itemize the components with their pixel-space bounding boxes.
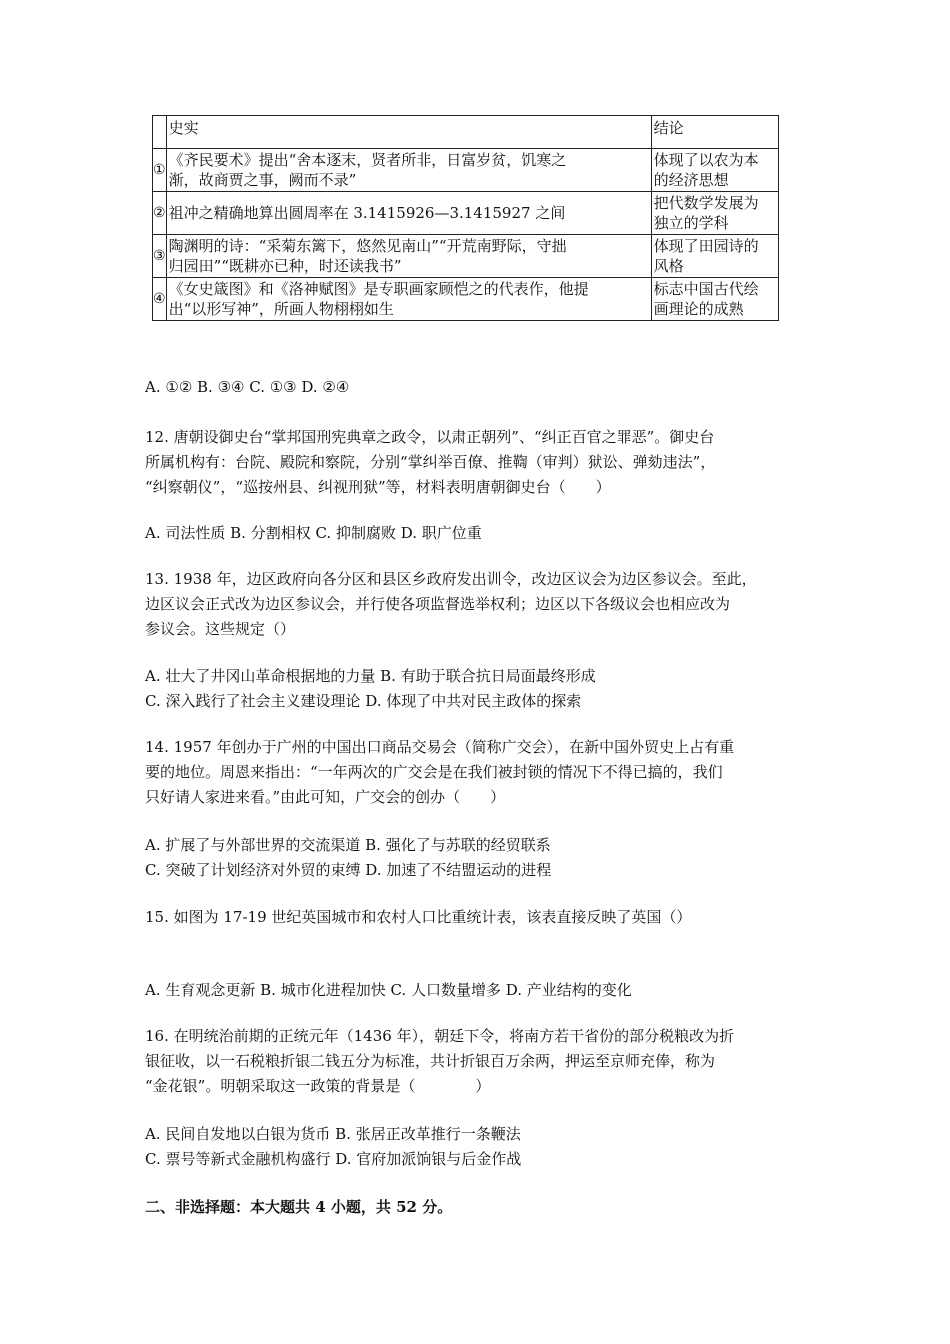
fact-line: 陶渊明的诗：“采菊东篱下，悠然见南山”“开荒南野际，守拙 [168, 237, 567, 255]
q13-text: 13. 1938 年，边区政府向各分区和县区乡政府发出训令，改边区议会为边区参议会。至此， [145, 570, 757, 588]
fact-line: 出“以形写神”，所画人物栩栩如生 [168, 300, 394, 318]
row-fact [166, 235, 651, 278]
header-conclusion: 结论 [651, 116, 778, 149]
row-conclusion [651, 149, 778, 192]
conclusion-line: 的经济思想 [653, 171, 729, 189]
q14-options: A. 扩展了与外部世界的交流渠道 B. 强化了与苏联的经贸联系 [145, 836, 551, 854]
conclusion-line: 独立的学科 [653, 214, 729, 232]
row-conclusion [651, 235, 778, 278]
row-num: ④ [153, 278, 167, 321]
q13-options: A. 壮大了井冈山革命根据地的力量 B. 有助于联合抗日局面最终形成 [145, 667, 596, 685]
row-conclusion [651, 192, 778, 235]
fact-line: 祖冲之精确地算出圆周率在 3.1415926—3.1415927 之间 [168, 204, 566, 222]
section-heading: 二、非选择题：本大题共 4 小题，共 52 分。 [145, 1198, 453, 1216]
q13-options: C. 深入践行了社会主义建设理论 D. 体现了中共对民主政体的探索 [145, 692, 582, 710]
row-conclusion [651, 278, 778, 321]
q16-text: “金花银”。明朝采取这一政策的背景是（ ） [145, 1077, 491, 1095]
header-num [153, 116, 167, 149]
q14-text: 14. 1957 年创办于广州的中国出口商品交易会（简称广交会），在新中国外贸史上占有重 [145, 738, 735, 756]
q12-text: 所属机构有：台院、殿院和察院，分别“掌纠举百僚、推鞫（审判）狱讼、弹劾违法”， [145, 453, 716, 471]
conclusion-line: 体现了以农为本 [653, 151, 759, 169]
fact-line: 归园田”“既耕亦已种，时还读我书” [168, 257, 402, 275]
table-row [153, 149, 779, 192]
row-num: ② [153, 192, 167, 235]
row-num: ③ [153, 235, 167, 278]
row-num: ① [153, 149, 167, 192]
table-row [153, 192, 779, 235]
q13-text: 边区议会正式改为边区参议会，并行使各项监督选举权利；边区以下各级议会也相应改为 [145, 595, 731, 613]
table-row [153, 278, 779, 321]
q16-text: 16. 在明统治前期的正统元年（1436 年），朝廷下令，将南方若干省份的部分税粮改为折 [145, 1027, 735, 1045]
q14-options: C. 突破了计划经济对外贸的束缚 D. 加速了不结盟运动的进程 [145, 861, 552, 879]
conclusion-line: 风格 [653, 257, 684, 275]
q12-text: “纠察朝仪”，“巡按州县、纠视刑狱”等，材料表明唐朝御史台（ ） [145, 478, 611, 496]
fact-line: 《女史箴图》和《洛神赋图》是专职画家顾恺之的代表作，他提 [168, 280, 589, 298]
q15-options: A. 生育观念更新 B. 城市化进程加快 C. 人口数量增多 D. 产业结构的变化 [145, 981, 632, 999]
q14-text: 要的地位。周恩来指出：“一年两次的广交会是在我们被封锁的情况下不得已搞的，我们 [145, 763, 723, 781]
conclusion-line: 把代数学发展为 [653, 194, 759, 212]
q15-text: 15. 如图为 17-19 世纪英国城市和农村人口比重统计表，该表直接反映了英国（） [145, 908, 692, 926]
row-fact [166, 278, 651, 321]
fact-line: 《齐民要术》提出“舍本逐末，贤者所非，日富岁贫，饥寒之 [168, 151, 567, 169]
q16-options: A. 民间自发地以白银为货币 B. 张居正改革推行一条鞭法 [145, 1125, 521, 1143]
conclusion-line: 标志中国古代绘 [653, 280, 759, 298]
table-header-row [153, 116, 779, 149]
conclusion-line: 画理论的成熟 [653, 300, 744, 318]
header-fact: 史实 [166, 116, 651, 149]
conclusion-line: 体现了田园诗的 [653, 237, 759, 255]
q12-options: A. 司法性质 B. 分割相权 C. 抑制腐败 D. 职广位重 [145, 524, 482, 542]
table-row [153, 235, 779, 278]
q16-options: C. 票号等新式金融机构盛行 D. 官府加派饷银与后金作战 [145, 1150, 522, 1168]
q13-text: 参议会。这些规定（） [145, 620, 296, 638]
q11-options: A. ①② B. ③④ C. ①③ D. ②④ [145, 378, 350, 396]
row-fact [166, 149, 651, 192]
history-facts-table [152, 115, 779, 321]
q16-text: 银征收，以一石税粮折银二钱五分为标准，共计折银百万余两，押运至京师充俸，称为 [145, 1052, 716, 1070]
q14-text: 只好请人家进来看。”由此可知，广交会的创办（ ） [145, 788, 506, 806]
fact-line: 渐，故商贾之事，阙而不录” [168, 171, 357, 189]
q12-text: 12. 唐朝设御史台“掌邦国刑宪典章之政令，以肃正朝列”、“纠正百官之罪恶”。御史台 [145, 428, 715, 446]
row-fact [166, 192, 651, 235]
